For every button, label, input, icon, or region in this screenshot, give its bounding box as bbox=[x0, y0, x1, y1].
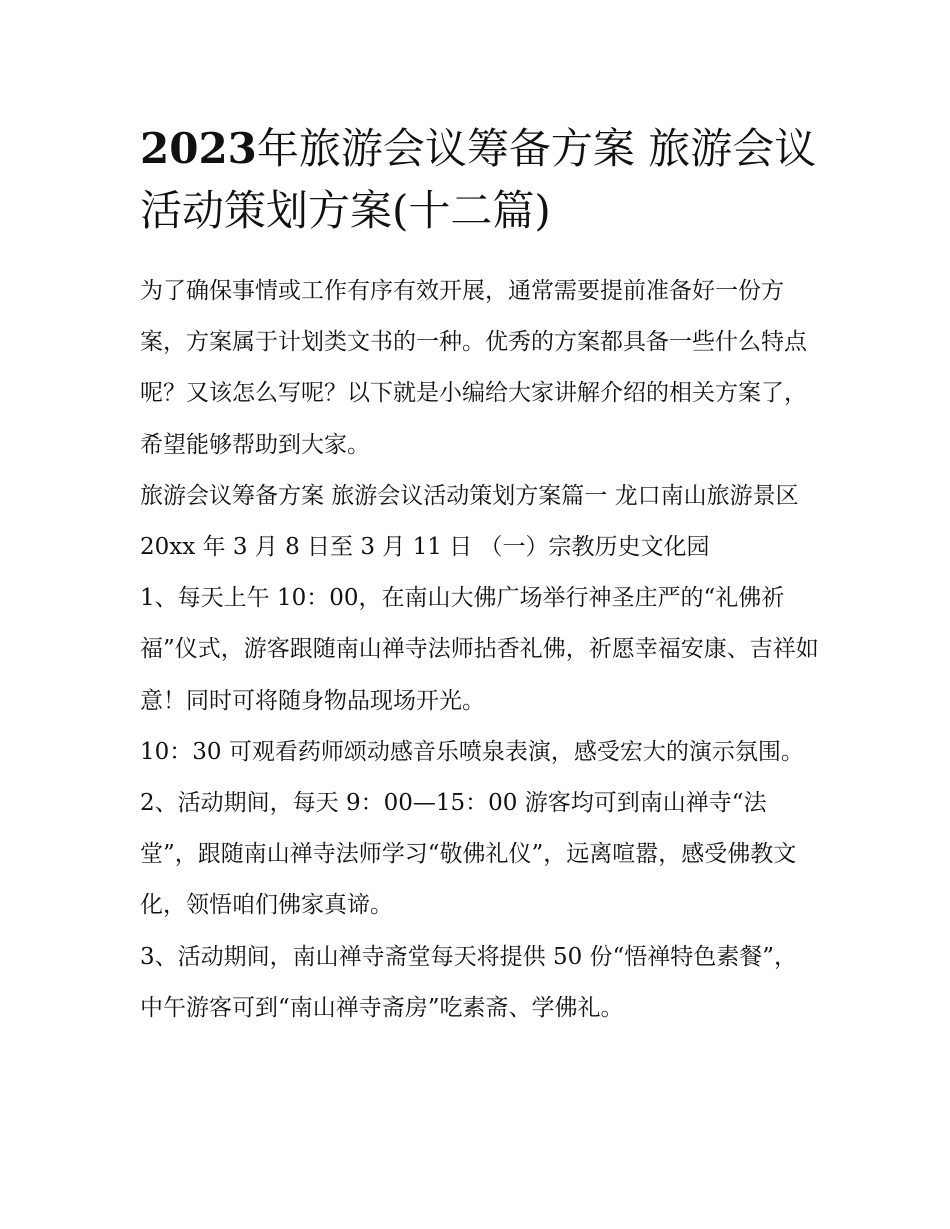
title-year: 2023 bbox=[140, 124, 257, 173]
section-heading-paragraph: 旅游会议筹备方案 旅游会议活动策划方案篇一 龙口南山旅游景区 20xx 年 3 月 8 日至 3 月 11 日 （一）宗教历史文化园 bbox=[140, 482, 799, 561]
paragraph-list bbox=[140, 266, 820, 1034]
document-body bbox=[140, 118, 820, 1034]
title-text: 年旅游会议筹备方案 旅游会议活动策划方案(十二篇) bbox=[140, 124, 817, 235]
item-2-paragraph: 2、活动期间，每天 9：00—15：00 游客均可到南山禅寺“法堂”，跟随南山禅寺法师学习“敬佛礼仪”，远离喧嚣，感受佛教文化，领悟咱们佛家真谛。 bbox=[140, 790, 797, 919]
intro-paragraph: 为了确保事情或工作有序有效开展，通常需要提前准备好一份方案，方案属于计划类文书的一种。优秀的方案都具备一些什么特点呢？又该怎么写呢？以下就是小编给大家讲解介绍的相关方案了，希望能够帮助到大家。 bbox=[140, 278, 807, 458]
document-title bbox=[140, 118, 820, 242]
item-1-paragraph: 1、每天上午 10：00，在南山大佛广场举行神圣庄严的“礼佛祈福”仪式，游客跟随南山禅寺法师拈香礼佛，祈愿幸福安康、吉祥如意！同时可将随身物品现场开光。 bbox=[140, 585, 819, 714]
fountain-paragraph: 10：30 可观看药师颂动感音乐喷泉表演，感受宏大的演示氛围。 bbox=[140, 738, 804, 765]
item-3-paragraph: 3、活动期间，南山禅寺斋堂每天将提供 50 份“悟禅特色素餐”，中午游客可到“南山禅寺斋房”吃素斋、学佛礼。 bbox=[140, 943, 798, 1021]
